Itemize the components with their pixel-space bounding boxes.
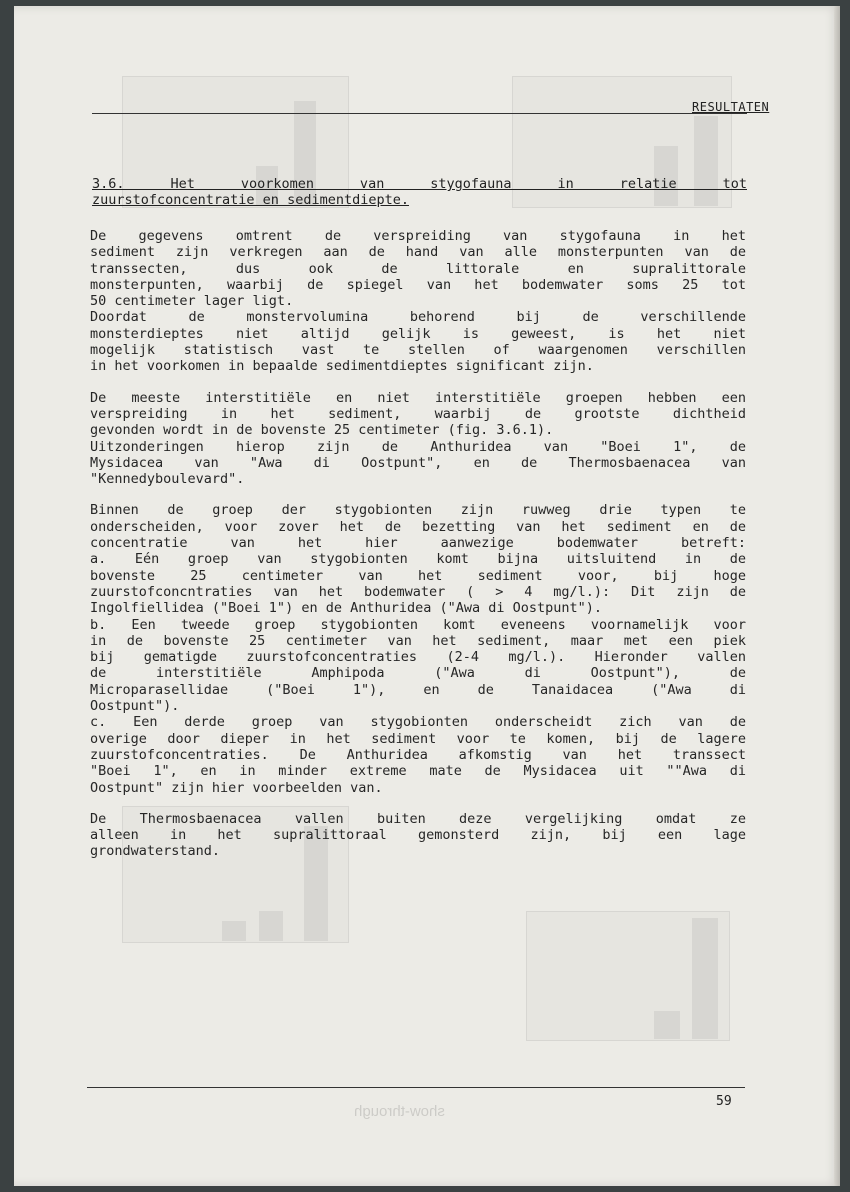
footer-rule	[87, 1087, 745, 1088]
text-line: bovenste 25 centimeter van het sediment voor, bij hoge	[90, 567, 746, 584]
heading-line-1: 3.6. Het voorkomen van stygofauna in relatie tot	[92, 176, 747, 192]
text-line: in het voorkomen in bepaalde sedimentdieptes significant zijn.	[90, 358, 594, 375]
text-line: Doordat de monstervolumina behorend bij de verschillende	[90, 309, 746, 326]
text-line: Uitzonderingen hierop zijn de Anthuridea van "Boei 1", de	[90, 438, 746, 455]
text-line: alleen in het supralittoraal gemonsterd zijn, bij een lage	[90, 827, 746, 844]
text-line: Binnen de groep der stygobionten zijn ruwweg drie typen te	[90, 502, 746, 519]
show-through-bar	[692, 918, 718, 1039]
body-text	[90, 228, 746, 875]
text-line: gevonden wordt in de bovenste 25 centimeter (fig. 3.6.1).	[90, 422, 554, 439]
text-line: De meeste interstitiële en niet interstitiële groepen hebben een	[90, 389, 746, 406]
text-line: sediment zijn verkregen aan de hand van alle monsterpunten van de	[90, 244, 746, 261]
text-line: overige door dieper in het sediment voor te komen, bij de lagere	[90, 730, 746, 747]
text-line: mogelijk statistisch vast te stellen of waargenomen verschillen	[90, 342, 746, 359]
heading-line-2: zuurstofconcentratie en sedimentdiepte.	[92, 192, 409, 208]
paragraph	[90, 390, 746, 488]
text-line: monsterpunten, waarbij de spiegel van het bodemwater soms 25 tot	[90, 276, 746, 293]
header-rule	[92, 113, 747, 114]
show-through-bar	[654, 1011, 680, 1039]
text-line: "Kennedyboulevard".	[90, 471, 245, 488]
page-edge	[834, 6, 840, 1186]
text-line: Oostpunt").	[90, 698, 180, 715]
page-number: 59	[716, 1094, 732, 1109]
text-line: monsterdieptes niet altijd gelijk is geweest, is het niet	[90, 325, 746, 342]
text-line: Ingolfiellidea ("Boei 1") en de Anthuridea ("Awa di Oostpunt").	[90, 600, 603, 617]
text-line: c. Een derde groep van stygobionten onderscheidt zich van de	[90, 714, 746, 731]
show-through-bar	[259, 911, 283, 941]
text-line: concentratie van het hier aanwezige bodemwater betreft:	[90, 535, 746, 552]
text-line: "Boei 1", en in minder extreme mate de Mysidacea uit ""Awa di	[90, 763, 746, 780]
text-line: grondwaterstand.	[90, 843, 221, 860]
text-line: Microparasellidae ("Boei 1"), en de Tanaidacea ("Awa di	[90, 681, 746, 698]
section-heading	[92, 176, 747, 208]
text-line: transsecten, dus ook de littorale en supralittorale	[90, 260, 746, 277]
text-line: in de bovenste 25 centimeter van het sediment, maar met een piek	[90, 632, 746, 649]
text-line: verspreiding in het sediment, waarbij de grootste dichtheid	[90, 405, 746, 422]
paragraph	[90, 228, 746, 375]
show-through-bar	[222, 921, 246, 941]
section-title: RESULTATEN	[692, 100, 770, 114]
text-line: zuurstofconcentraties. De Anthuridea afkomstig van het transsect	[90, 746, 746, 763]
text-line: De Thermosbaenacea vallen buiten deze vergelijking omdat ze	[90, 810, 746, 827]
show-through-caption: show-through	[354, 1103, 445, 1120]
text-line: bij gematigde zuurstofconcentraties (2-4 mg/l.). Hieronder vallen	[90, 649, 746, 666]
text-line: b. Een tweede groep stygobionten komt eveneens voornamelijk voor	[90, 616, 746, 633]
text-line: 50 centimeter lager ligt.	[90, 293, 294, 310]
paragraph	[90, 811, 746, 860]
text-line: de interstitiële Amphipoda ("Awa di Oostpunt"), de	[90, 665, 746, 682]
text-line: Mysidacea van "Awa di Oostpunt", en de Thermosbaenacea van	[90, 454, 746, 471]
text-line: a. Eén groep van stygobionten komt bijna uitsluitend in de	[90, 551, 746, 568]
paragraph	[90, 502, 746, 795]
text-line: zuurstofconcntraties van het bodemwater ( > 4 mg/l.): Dit zijn de	[90, 583, 746, 600]
text-line: onderscheiden, voor zover het de bezetting van het sediment en de	[90, 518, 746, 535]
text-line: De gegevens omtrent de verspreiding van stygofauna in het	[90, 228, 746, 244]
text-line: Oostpunt" zijn hier voorbeelden van.	[90, 779, 383, 796]
